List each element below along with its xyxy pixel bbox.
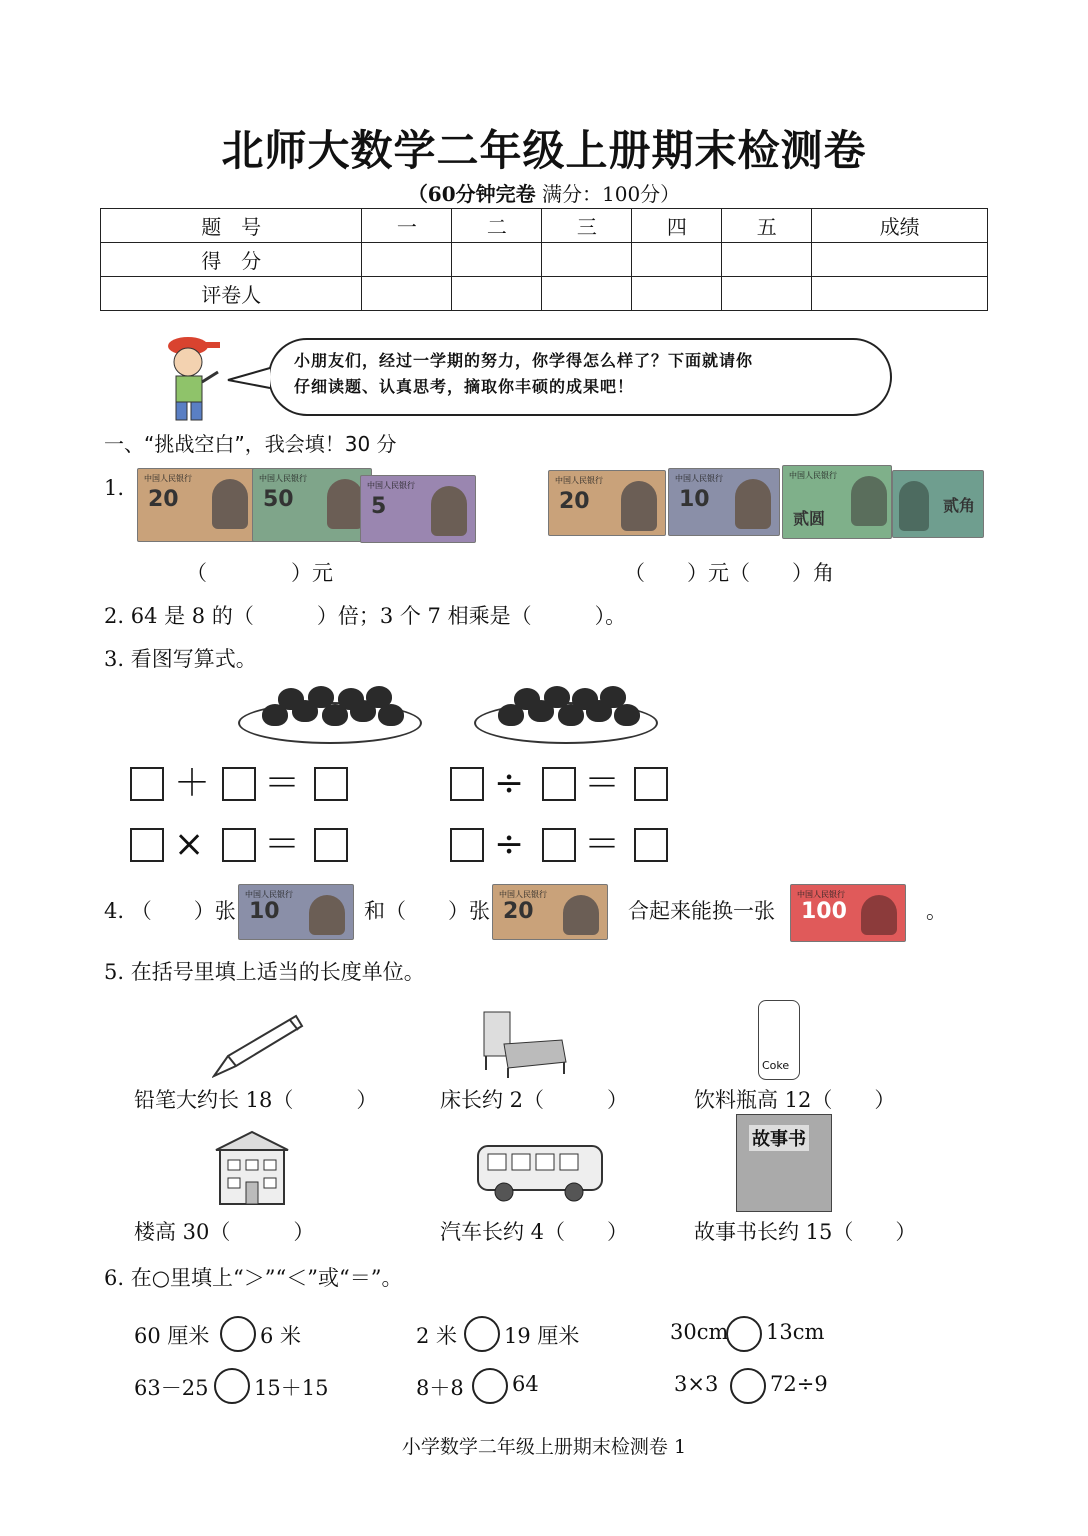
compare-right: 64 [512, 1372, 539, 1396]
banknote-20-icon: 中国人民银行 20 [492, 884, 608, 940]
q5-item-bed[interactable]: 床长约 2（ ） [440, 1088, 629, 1112]
q5-item-building[interactable]: 楼高 30（ ） [134, 1220, 315, 1244]
q4-part1[interactable]: 4. （ ）张 [104, 899, 236, 923]
score-table-header-row [101, 209, 988, 243]
bed-icon [474, 1004, 570, 1082]
score-header-cell: 三 [542, 209, 632, 243]
compare-circle[interactable] [214, 1368, 250, 1404]
compare-right: 13cm [766, 1320, 825, 1344]
score-row-label: 得 分 [101, 243, 362, 277]
answer-box[interactable] [130, 767, 164, 801]
answer-box[interactable] [542, 828, 576, 862]
equals-sign: ＝ [584, 824, 621, 865]
bus-icon [474, 1140, 606, 1204]
equals-sign: ＝ [264, 824, 301, 865]
score-header-cell: 一 [362, 209, 452, 243]
compare-right: 72÷9 [770, 1372, 828, 1396]
q5-item-book[interactable]: 故事书长约 15（ ） [694, 1220, 917, 1244]
score-cell[interactable] [362, 277, 452, 311]
speech-bubble-text [294, 348, 874, 400]
banknote-20-icon: 中国人民银行 20 [137, 468, 257, 542]
bubble-line: 仔细读题、认真思考，摘取你丰硕的成果吧！ [294, 377, 635, 396]
equals-sign: ＝ [584, 763, 621, 804]
compare-left: 63－25 [134, 1376, 209, 1400]
q4-part4: 。 [926, 899, 947, 923]
q6-text: 6. 在○里填上“＞”“＜”或“＝”。 [104, 1266, 403, 1290]
banknote-5-icon: 中国人民银行 5 [360, 475, 476, 543]
score-cell[interactable] [452, 277, 542, 311]
banknote-2-jiao-icon: 贰角 [892, 470, 984, 538]
strawberry-icon [600, 686, 626, 708]
q5-item-pencil[interactable]: 铅笔大约长 18（ ） [134, 1088, 378, 1112]
divide-sign: ÷ [494, 763, 525, 804]
answer-box[interactable] [634, 767, 668, 801]
score-cell[interactable] [722, 277, 812, 311]
building-icon [212, 1128, 292, 1208]
answer-box[interactable] [542, 767, 576, 801]
banknote-2-yuan-icon: 中国人民银行 贰圆 [782, 465, 892, 539]
cartoon-boy-icon [158, 332, 232, 428]
answer-box[interactable] [314, 767, 348, 801]
score-cell[interactable] [542, 243, 632, 277]
answer-box[interactable] [634, 828, 668, 862]
q5-item-drink[interactable]: 饮料瓶高 12（ ） [694, 1088, 896, 1112]
storybook-label: 故事书 [749, 1125, 809, 1151]
score-cell[interactable] [632, 243, 722, 277]
plus-sign: ＋ [174, 763, 211, 804]
bubble-tail-icon [226, 366, 272, 390]
answer-box[interactable] [314, 828, 348, 862]
score-cell[interactable] [452, 243, 542, 277]
q2-text: 2. 64 是 8 的（ ）倍；3 个 7 相乘是（ ）。 [104, 604, 627, 628]
q4-part2[interactable]: 和（ ）张 [364, 899, 490, 923]
score-table-row [101, 243, 988, 277]
score-header-cell: 成绩 [812, 209, 988, 243]
strawberry-icon [544, 686, 570, 708]
answer-box[interactable] [222, 828, 256, 862]
score-cell[interactable] [632, 277, 722, 311]
q4-part3: 合起来能换一张 [628, 899, 775, 923]
score-cell[interactable] [362, 243, 452, 277]
page-title: 北师大数学二年级上册期末检测卷 [221, 126, 867, 175]
strawberry-icon [572, 688, 598, 710]
score-header-cell: 五 [722, 209, 812, 243]
banknote-10-icon: 中国人民银行 10 [668, 468, 780, 536]
compare-right: 15＋15 [254, 1376, 329, 1400]
score-row-label: 评卷人 [101, 277, 362, 311]
q1-left-answer[interactable]: （ ）元 [186, 561, 333, 585]
strawberry-icon [366, 686, 392, 708]
equals-sign: ＝ [264, 763, 301, 804]
q3-text: 3. 看图写算式。 [104, 647, 257, 671]
page-subtitle [0, 178, 1088, 207]
bubble-line: 小朋友们，经过一学期的努力，你学得怎么样了？下面就请你 [294, 351, 754, 370]
q1-number: 1. [104, 476, 125, 500]
strawberry-icon [338, 688, 364, 710]
compare-left: 3×3 [674, 1372, 719, 1396]
score-cell[interactable] [812, 243, 988, 277]
compare-circle[interactable] [472, 1368, 508, 1404]
pencil-icon [212, 1008, 304, 1080]
compare-circle[interactable] [730, 1368, 766, 1404]
answer-box[interactable] [130, 828, 164, 862]
compare-right: 6 米 [260, 1324, 302, 1348]
q1-right-answer[interactable]: （ ）元（ ）角 [624, 561, 834, 585]
compare-left: 8＋8 [416, 1376, 464, 1400]
storybook-icon [736, 1114, 832, 1212]
coke-can-icon [758, 1000, 800, 1080]
answer-box[interactable] [222, 767, 256, 801]
score-header-cell: 四 [632, 209, 722, 243]
banknote-20-icon: 中国人民银行 20 [548, 470, 666, 536]
multiply-sign: × [174, 824, 205, 865]
score-cell[interactable] [542, 277, 632, 311]
compare-circle[interactable] [464, 1316, 500, 1352]
score-cell[interactable] [722, 243, 812, 277]
compare-left: 30cm [670, 1320, 729, 1344]
strawberry-icon [514, 688, 540, 710]
score-header-cell: 二 [452, 209, 542, 243]
strawberry-icon [308, 686, 334, 708]
subtitle-score: 满分：100分） [542, 182, 681, 206]
divide-sign: ÷ [494, 824, 525, 865]
q5-item-bus[interactable]: 汽车长约 4（ ） [440, 1220, 629, 1244]
banknote-10-icon: 中国人民银行 10 [238, 884, 354, 940]
banknote-50-icon: 中国人民银行 50 [252, 468, 372, 542]
score-table [100, 208, 988, 311]
compare-circle[interactable] [726, 1316, 762, 1352]
banknote-100-icon: 中国人民银行 100 [790, 884, 906, 942]
page-footer: 小学数学二年级上册期末检测卷 1 [401, 1436, 687, 1458]
score-cell[interactable] [812, 277, 988, 311]
q5-text: 5. 在括号里填上适当的长度单位。 [104, 960, 425, 984]
score-table-row [101, 277, 988, 311]
compare-left: 2 米 [416, 1324, 458, 1348]
score-header-cell: 题 号 [101, 209, 362, 243]
answer-box[interactable] [450, 828, 484, 862]
compare-left: 60 厘米 [134, 1324, 210, 1348]
compare-circle[interactable] [220, 1316, 256, 1352]
compare-right: 19 厘米 [504, 1324, 580, 1348]
section-one-title: 一、“挑战空白”，我会填！30 分 [104, 432, 397, 456]
subtitle-time: （60分钟完卷 [407, 182, 536, 206]
strawberry-icon [278, 688, 304, 710]
answer-box[interactable] [450, 767, 484, 801]
coke-label: Coke [762, 1059, 790, 1072]
